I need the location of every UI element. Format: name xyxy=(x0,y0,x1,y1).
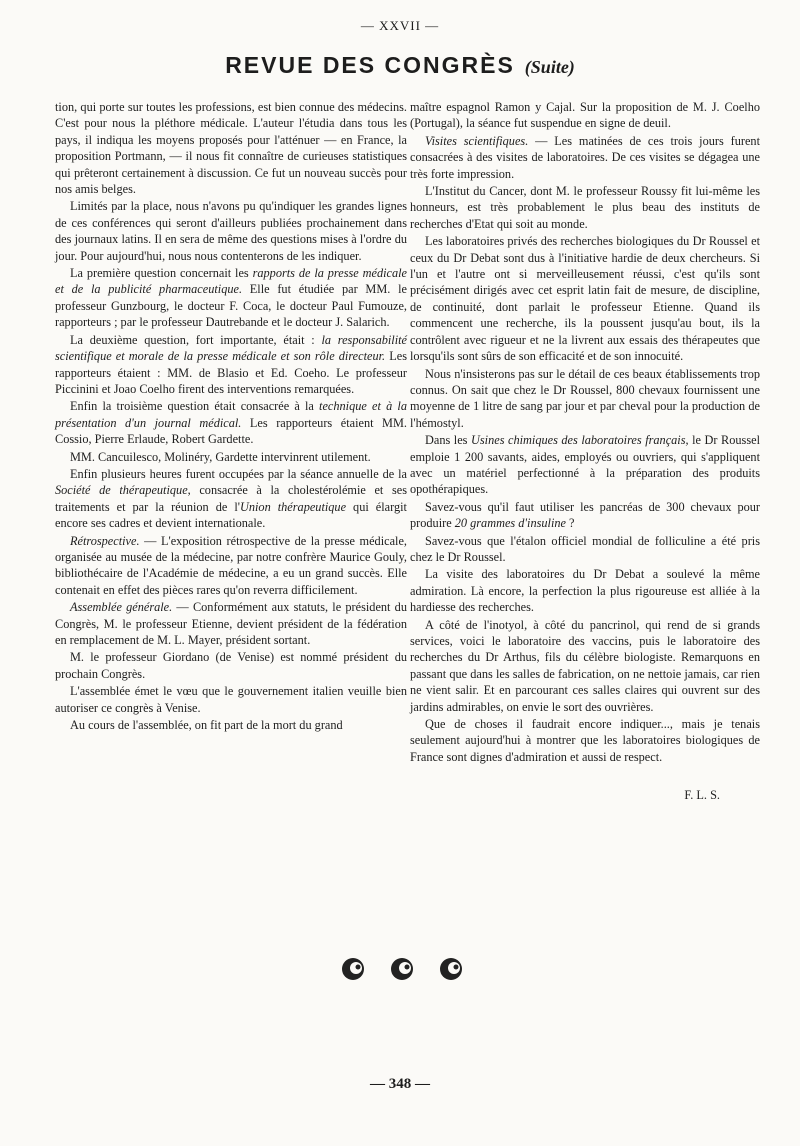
paragraph: L'assemblée émet le vœu que le gouvernement italien veuille bien autoriser ce congrès à Venise. xyxy=(55,684,407,715)
paragraph: tion, qui porte sur toutes les professions, est bien connue des médecins. C'est pour nous la pléthore médicale. L'auteur l'étudia dans tous les pays, il indiqua les moyens proposés pour l'atténuer — en France, la proposition Portmann, — il nous fit connaître de curieuses statistiques qui prêteront certainement à discussion. Ce fut un nouveau succès pour nos amis belges. xyxy=(55,100,407,197)
page-number: — 348 — xyxy=(370,1076,430,1092)
paragraph: La première question concernait les rapports de la presse médicale et de la publicité pharmaceutique. Elle fut étudiée par MM. le professeur Gunzbourg, le docteur F. Coca, le docteur Paul Fumouze, rapporteurs ; par le professeur Dautrebande et le docteur J. Salarich. xyxy=(55,266,407,330)
paragraph: Rétrospective. — L'exposition rétrospective de la presse médicale, organisée au musée de la médecine, par notre confrère Maurice Gouly, bibliothécaire de l'Académie de médecine, a eu un grand succès. Elle contenait en effet des pièces rares qu'on reverra difficilement. xyxy=(55,533,407,597)
paragraph: MM. Cancuilesco, Molinéry, Gardette intervinrent utilement. xyxy=(70,449,371,464)
paragraph: Enfin plusieurs heures furent occupées par la séance annuelle de la Société de thérapeutique, consacrée à la cholestérolémie et ses traitements et par la réunion de l'Union thérapeutique qui élargit encore ses cadres et devient internationale. xyxy=(55,466,407,531)
paragraph: Savez-vous que l'étalon officiel mondial de folliculine a été pris chez le Dr Roussel. xyxy=(410,533,760,564)
paragraph: Les laboratoires privés des recherches biologiques du Dr Roussel et ceux du Dr Debat sont dus à l'initiative hardie de deux chercheurs. Si l'un et l'autre ont si merveilleusement réussi, c'est qu'ils sont précisément dirigés avec cet esprit latin fait de mesure, de discipline, de continuité, dont parlait le professeur Etienne. Quand ils commencent une recherche, ils la poussent jusqu'au bout, ils la contrôlent avec rigueur et ne la livrent aux essais des thérapeutes que lorsqu'ils sont sûrs de son efficacité et de son innocuité. xyxy=(410,234,760,364)
paragraph: Visites scientifiques. — Les matinées de ces trois jours furent consacrées à des visites de laboratoires. De ces visites se dégagea une très forte impression. xyxy=(410,133,760,181)
paragraph: Que de choses il faudrait encore indiquer..., mais je tenais seulement aujourd'hui à montrer que les laboratoires biologiques de France sont dignes d'admiration et aussi de respect. xyxy=(410,717,760,764)
paragraph: Enfin la troisième question était consacrée à la technique et à la présentation d'un journal médical. Les rapporteurs étaient MM. Cossio, Pierre Erlaude, Robert Gardette. xyxy=(55,399,407,447)
paragraph: Au cours de l'assemblée, on fit part de la mort du grand xyxy=(70,718,343,733)
paragraph: Dans les Usines chimiques des laboratoires français, le Dr Roussel emploie 1 200 savants, aides, employés ou ouvriers, qui s'appliquent avec un matériel perfectionné à la préparation des produits opothérapiques. xyxy=(410,433,760,497)
section-title: REVUE DES CONGRÈS xyxy=(225,52,515,78)
section-header xyxy=(0,52,800,79)
paragraph: Nous n'insisterons pas sur le détail de ces beaux établissements trop connus. On sait que chez le Dr Roussel, 800 chevaux fournissent une moyenne de 1 litre de sang par jour et par cheval pour la production de l'hémostyl. xyxy=(410,366,760,430)
paragraph: Limités par la place, nous n'avons pu qu'indiquer les grandes lignes de ces conférences qui seront d'ailleurs publiées prochainement dans des journaux latins. Il en sera de même des questions mises à l'ordre du jour. Pour aujourd'hui, nous nous contenterons de les indiquer. xyxy=(55,199,407,263)
paragraph: La deuxième question, fort importante, était : la responsabilité scientifique et morale de la presse médicale et son rôle directeur. Les rapporteurs étaient : MM. de Blasio et Ed. Coeho. Le professeur Piccinini et Joao Coelho firent des interventions remarquées. xyxy=(55,332,407,396)
right-column xyxy=(410,99,760,805)
paragraph: Assemblée générale. — Conformément aux statuts, le président du Congrès, M. le professeur Etienne, devient président de la fédération en remplacement de M. L. Mayer, président sortant. xyxy=(55,600,407,647)
paragraph: La visite des laboratoires du Dr Debat a soulevé la même admiration. Là encore, la perfection la plus rigoureuse est alliée à la hardiesse des recherches. xyxy=(410,567,760,615)
signature: F. L. S. xyxy=(684,788,720,803)
paragraph: L'Institut du Cancer, dont M. le professeur Roussy fit lui-même les honneurs, est très probablement le plus beau des instituts de recherches d'Etat qui soit au monde. xyxy=(410,184,760,231)
left-column xyxy=(55,99,407,734)
paragraph: maître espagnol Ramon y Cajal. Sur la proposition de M. J. Coelho (Portugal), la séance fut suspendue en signe de deuil. xyxy=(410,100,760,131)
paragraph: Savez-vous qu'il faut utiliser les pancréas de 300 chevaux pour produire 20 grammes d'insuline ? xyxy=(410,499,760,531)
paragraph: M. le professeur Giordano (de Venise) est nommé président du prochain Congrès. xyxy=(55,650,407,681)
ornament-icon xyxy=(338,954,468,984)
section-suite: (Suite) xyxy=(524,57,575,77)
roman-page-number: — XXVII — xyxy=(360,18,440,33)
paragraph: A côté de l'inotyol, à côté du pancrinol, qui rend de si grands services, voici le laboratoire des vaccins, puis le laboratoire des recherches du Dr Arthus, fils du célèbre biologiste. Remarquons en passant que dans les salles de fabrication, on ne nettoie jamais, car rien ne vient salir. Et en parcourant ces salles claires qui ouvrent sur des jardins admirables, on envie le sort des ouvrières. xyxy=(410,617,760,714)
